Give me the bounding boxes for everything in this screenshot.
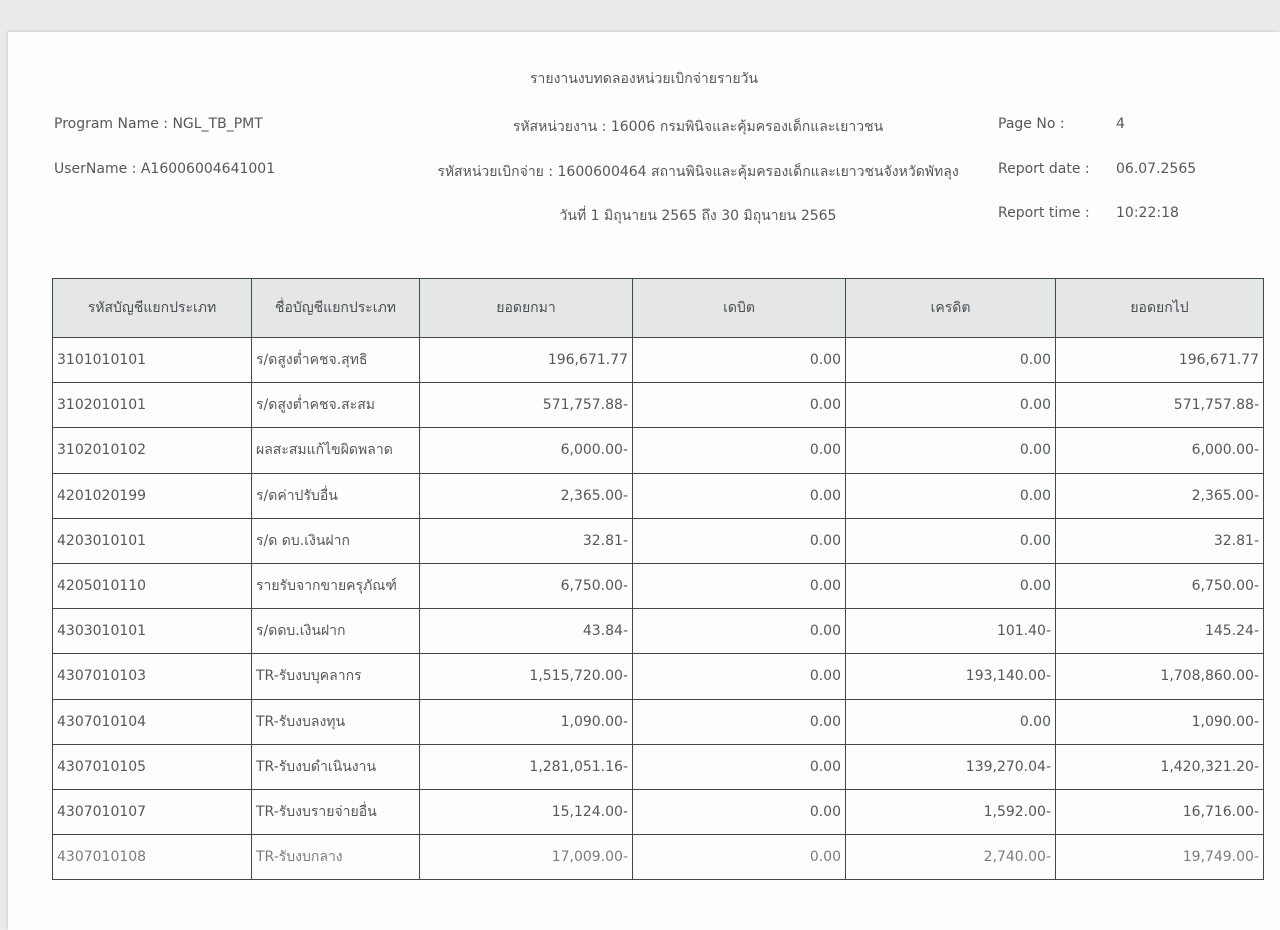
cell-account-name: รายรับจากขายครุภัณฑ์ — [252, 563, 420, 608]
cell-brought-forward: 43.84- — [420, 609, 633, 654]
cell-carried-forward: 32.81- — [1056, 518, 1264, 563]
cell-debit: 0.00 — [633, 563, 846, 608]
cell-account-code: 4303010101 — [53, 609, 252, 654]
cell-carried-forward: 19,749.00- — [1056, 835, 1264, 880]
cell-carried-forward: 1,090.00- — [1056, 699, 1264, 744]
report-period: วันที่ 1 มิถุนายน 2565 ถึง 30 มิถุนายน 2565 — [559, 208, 837, 224]
cell-brought-forward: 196,671.77 — [420, 338, 633, 383]
cell-brought-forward: 15,124.00- — [420, 789, 633, 834]
cell-carried-forward: 6,750.00- — [1056, 563, 1264, 608]
header-debit: เดบิต — [633, 279, 846, 338]
report-title: รายงานงบทดลองหน่วยเบิกจ่ายรายวัน — [529, 71, 758, 87]
cell-brought-forward: 571,757.88- — [420, 383, 633, 428]
table-row — [53, 338, 1264, 383]
cell-carried-forward: 571,757.88- — [1056, 383, 1264, 428]
cell-account-name: TR-รับงบดำเนินงาน — [252, 744, 420, 789]
table-row — [53, 609, 1264, 654]
cell-debit: 0.00 — [633, 383, 846, 428]
cell-account-code: 3102010101 — [53, 383, 252, 428]
cell-brought-forward: 1,090.00- — [420, 699, 633, 744]
cell-carried-forward: 196,671.77 — [1056, 338, 1264, 383]
cell-debit: 0.00 — [633, 654, 846, 699]
agency-code: รหัสหน่วยงาน : 16006 กรมพินิจและคุ้มครองเด็กและเยาวชน — [512, 119, 884, 135]
cell-brought-forward: 17,009.00- — [420, 835, 633, 880]
cell-account-name: TR-รับงบลงทุน — [252, 699, 420, 744]
header-credit: เครดิต — [846, 279, 1056, 338]
report-time-value: 10:22:18 — [1116, 205, 1179, 221]
cell-debit: 0.00 — [633, 699, 846, 744]
cell-credit: 0.00 — [846, 383, 1056, 428]
table-row — [53, 563, 1264, 608]
cell-credit: 139,270.04- — [846, 744, 1056, 789]
cell-account-code: 4203010101 — [53, 518, 252, 563]
table-row — [53, 428, 1264, 473]
cell-credit: 0.00 — [846, 518, 1056, 563]
cell-credit: 2,740.00- — [846, 835, 1056, 880]
header-account-name: ชื่อบัญชีแยกประเภท — [252, 279, 420, 338]
trial-balance-table — [52, 278, 1264, 880]
cell-brought-forward: 6,750.00- — [420, 563, 633, 608]
cell-account-code: 4307010108 — [53, 835, 252, 880]
cell-account-name: ร/ดสูงต่ำคชจ.สุทธิ — [252, 338, 420, 383]
cell-account-name: ร/ดค่าปรับอื่น — [252, 473, 420, 518]
table-header-row — [53, 279, 1264, 338]
cell-account-name: TR-รับงบรายจ่ายอื่น — [252, 789, 420, 834]
user-name: UserName : A16006004641001 — [54, 161, 276, 177]
table-row — [53, 518, 1264, 563]
cell-account-code: 4307010105 — [53, 744, 252, 789]
cell-brought-forward: 1,281,051.16- — [420, 744, 633, 789]
cell-credit: 0.00 — [846, 473, 1056, 518]
cell-credit: 1,592.00- — [846, 789, 1056, 834]
cell-debit: 0.00 — [633, 609, 846, 654]
cell-credit: 0.00 — [846, 428, 1056, 473]
cell-account-code: 3101010101 — [53, 338, 252, 383]
cell-account-code: 4201020199 — [53, 473, 252, 518]
cell-credit: 193,140.00- — [846, 654, 1056, 699]
cell-account-name: ร/ดดบ.เงินฝาก — [252, 609, 420, 654]
cell-debit: 0.00 — [633, 744, 846, 789]
cell-carried-forward: 2,365.00- — [1056, 473, 1264, 518]
report-time-label: Report time : — [998, 205, 1090, 221]
cell-account-code: 4307010103 — [53, 654, 252, 699]
cell-account-name: TR-รับงบบุคลากร — [252, 654, 420, 699]
table-row — [53, 383, 1264, 428]
report-sheet — [8, 32, 1280, 930]
cell-debit: 0.00 — [633, 338, 846, 383]
cell-credit: 101.40- — [846, 609, 1056, 654]
table-row — [53, 835, 1264, 880]
page-no-label: Page No : — [998, 116, 1065, 132]
cell-brought-forward: 2,365.00- — [420, 473, 633, 518]
cell-credit: 0.00 — [846, 338, 1056, 383]
report-date-value: 06.07.2565 — [1116, 161, 1197, 177]
disbursing-unit-code: รหัสหน่วยเบิกจ่าย : 1600600464 สถานพินิจและคุ้มครองเด็กและเยาวชนจังหวัดพัทลุง — [437, 164, 959, 180]
cell-debit: 0.00 — [633, 473, 846, 518]
cell-carried-forward: 145.24- — [1056, 609, 1264, 654]
header-brought-forward: ยอดยกมา — [420, 279, 633, 338]
program-name: Program Name : NGL_TB_PMT — [54, 116, 263, 132]
cell-credit: 0.00 — [846, 563, 1056, 608]
cell-brought-forward: 32.81- — [420, 518, 633, 563]
page-no-value: 4 — [1116, 116, 1125, 132]
cell-brought-forward: 6,000.00- — [420, 428, 633, 473]
cell-debit: 0.00 — [633, 789, 846, 834]
cell-account-code: 4307010107 — [53, 789, 252, 834]
cell-account-code: 4307010104 — [53, 699, 252, 744]
header-carried-forward: ยอดยกไป — [1056, 279, 1264, 338]
cell-debit: 0.00 — [633, 428, 846, 473]
report-date-label: Report date : — [998, 161, 1090, 177]
cell-account-name: ผลสะสมแก้ไขผิดพลาด — [252, 428, 420, 473]
cell-carried-forward: 1,420,321.20- — [1056, 744, 1264, 789]
cell-account-code: 4205010110 — [53, 563, 252, 608]
cell-account-code: 3102010102 — [53, 428, 252, 473]
table-row — [53, 789, 1264, 834]
cell-carried-forward: 16,716.00- — [1056, 789, 1264, 834]
cell-carried-forward: 6,000.00- — [1056, 428, 1264, 473]
cell-carried-forward: 1,708,860.00- — [1056, 654, 1264, 699]
table-row — [53, 654, 1264, 699]
cell-credit: 0.00 — [846, 699, 1056, 744]
cell-account-name: ร/ด ดบ.เงินฝาก — [252, 518, 420, 563]
table-row — [53, 744, 1264, 789]
table-row — [53, 699, 1264, 744]
cell-debit: 0.00 — [633, 518, 846, 563]
cell-account-name: ร/ดสูงต่ำคชจ.สะสม — [252, 383, 420, 428]
cell-brought-forward: 1,515,720.00- — [420, 654, 633, 699]
cell-debit: 0.00 — [633, 835, 846, 880]
cell-account-name: TR-รับงบกลาง — [252, 835, 420, 880]
header-account-code: รหัสบัญชีแยกประเภท — [53, 279, 252, 338]
table-row — [53, 473, 1264, 518]
